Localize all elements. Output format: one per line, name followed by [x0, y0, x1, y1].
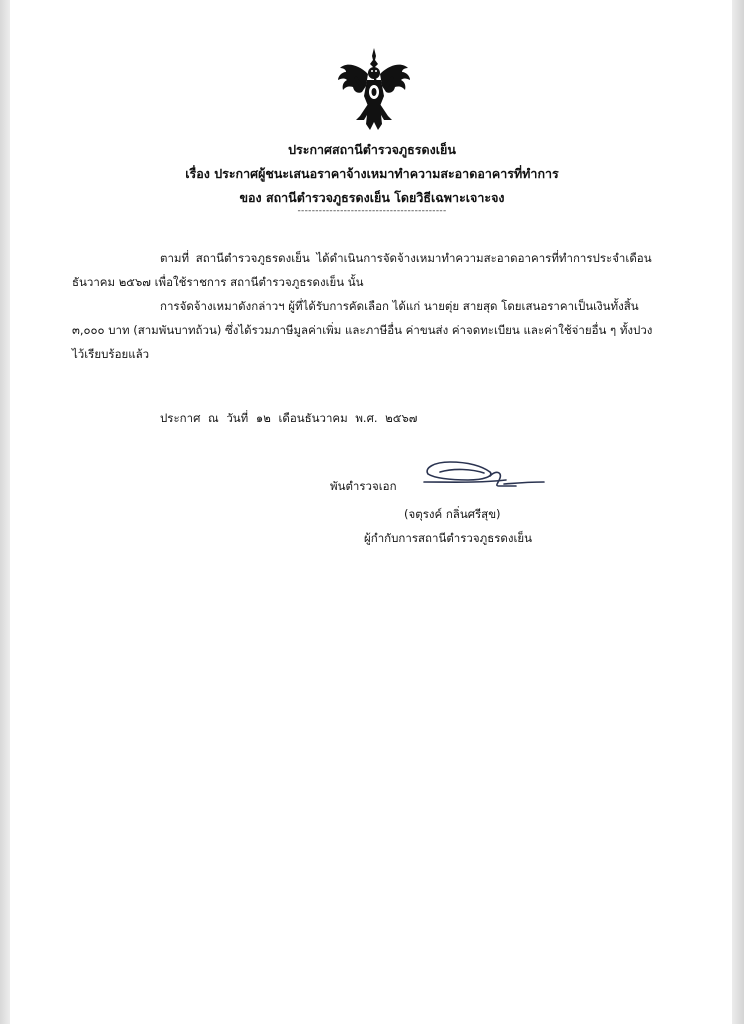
signatory-rank: พันตำรวจเอก: [330, 479, 397, 493]
signatory-position: ผู้กำกับการสถานีตำรวจภูธรดงเย็น: [364, 531, 533, 545]
garuda-emblem-icon: [334, 46, 414, 132]
announcement-date: ประกาศ ณ วันที่ ๑๒ เดือนธันวาคม พ.ศ. ๒๕๖๗: [160, 411, 418, 425]
header-separator: ------------------------------------------: [297, 206, 447, 216]
announcement-subject-cont: ของ สถานีตำรวจภูธรดงเย็น โดยวิธีเฉพาะเจาะจง: [239, 190, 505, 205]
body-line-2: ธันวาคม ๒๕๖๗ เพื่อใช้ราชการ สถานีตำรวจภูธรดงเย็น นั้น: [72, 275, 364, 289]
handwritten-signature: [420, 456, 550, 500]
body-line-5: ไว้เรียบร้อยแล้ว: [72, 347, 150, 361]
body-line-3: การจัดจ้างเหมาดังกล่าวฯ ผู้ที่ได้รับการคัดเลือก ได้แก่ นายตุ่ย สายสุด โดยเสนอราคาเป็นเงินทั้งสิ้น: [160, 299, 639, 313]
body-line-1: ตามที่ สถานีตำรวจภูธรดงเย็น ได้ดำเนินการจัดจ้างเหมาทำความสะอาดอาคารที่ทำการประจำเดือน: [160, 251, 652, 265]
signatory-name: (จตุรงค์ กลิ่นศรีสุข): [404, 507, 501, 521]
body-line-4: ๓,๐๐๐ บาท (สามพันบาทถ้วน) ซึ่งได้รวมภาษีมูลค่าเพิ่ม และภาษีอื่น ค่าขนส่ง ค่าจดทะเบียน และค่าใช้จ่ายอื่น ๆ ทั้งปวง: [72, 323, 653, 337]
announcement-title: ประกาศสถานีตำรวจภูธรดงเย็น: [288, 142, 456, 157]
announcement-subject: เรื่อง ประกาศผู้ชนะเสนอราคาจ้างเหมาทำความสะอาดอาคารที่ทำการ: [185, 166, 559, 181]
